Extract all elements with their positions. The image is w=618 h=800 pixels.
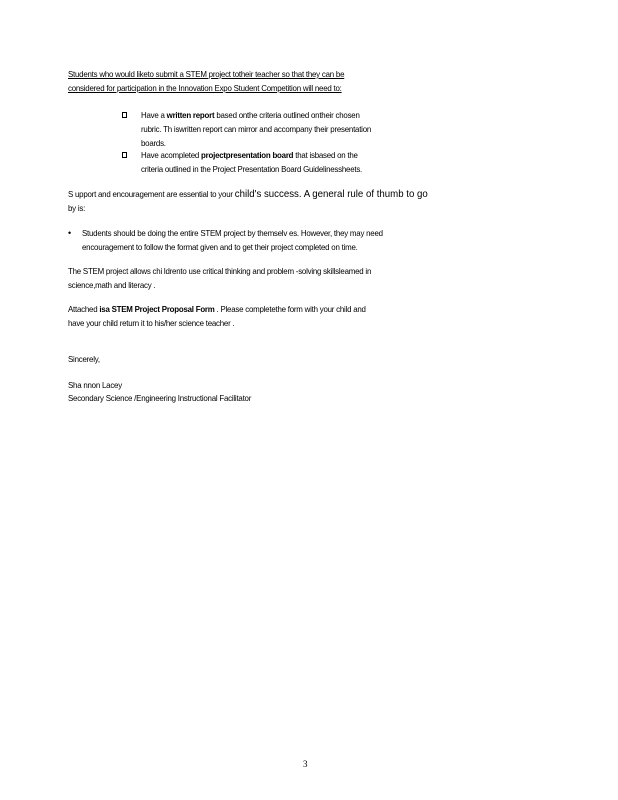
support-line-1 bbox=[68, 189, 428, 200]
requirement-1-line-1 bbox=[141, 110, 360, 121]
support-line-2: by is: bbox=[68, 203, 86, 213]
support-text: S upport and encouragement are essential to your bbox=[68, 189, 235, 199]
requirement-1-line-3: boards. bbox=[141, 138, 166, 148]
requirement-1-text: Have a bbox=[141, 110, 167, 120]
requirement-2-bold: projectpresentation board bbox=[201, 150, 294, 160]
signature-title: Secondary Science /Engineering Instructional Facilitator bbox=[68, 393, 252, 403]
attached-line-1 bbox=[68, 304, 366, 315]
students-line-1: Students should be doing the entire STEM project by themselv es. However, they may need bbox=[82, 228, 383, 238]
students-line-2: encouragement to follow the format given and to get their project completed on time. bbox=[82, 242, 358, 252]
stem-line-1: The STEM project allows chi ldrento use critical thinking and problem -solving skillsleamed in bbox=[68, 266, 372, 276]
square-bullet-icon bbox=[122, 112, 127, 118]
stem-line-2: science,math and literacy . bbox=[68, 280, 156, 290]
requirement-2-text: Have acompleted bbox=[141, 150, 202, 160]
attached-bold: isa STEM Project Proposal Form bbox=[99, 304, 215, 314]
intro-line-1: Students who would liketo submit a STEM project totheir teacher so that they can be bbox=[68, 69, 345, 79]
intro-line-2: considered for participation in the Innovation Expo Student Competition will need to: bbox=[68, 83, 342, 93]
requirement-2-line-2: criteria outlined in the Project Presentation Board Guidelinessheets. bbox=[141, 164, 363, 174]
support-large-text: child's success. A general rule of thumb to go bbox=[234, 188, 428, 200]
requirement-1-line-2: rubric. Th iswritten report can mirror and accompany their presentation bbox=[141, 124, 372, 134]
attached-text-post: . Please completethe form with your child and bbox=[214, 304, 366, 314]
closing: Sincerely, bbox=[68, 354, 100, 364]
attached-line-2: have your child return it to his/her science teacher . bbox=[68, 318, 235, 328]
square-bullet-icon bbox=[122, 152, 127, 158]
bullet-dot-icon: • bbox=[68, 228, 72, 238]
page-number: 3 bbox=[303, 759, 308, 769]
attached-text: Attached bbox=[68, 304, 100, 314]
requirement-1-text-post: based onthe criteria outlined ontheir chosen bbox=[214, 110, 360, 120]
signature-name: Sha nnon Lacey bbox=[68, 380, 122, 390]
requirement-1-bold: written report bbox=[166, 110, 215, 120]
requirement-2-text-post: that isbased on the bbox=[293, 150, 358, 160]
requirement-2-line-1 bbox=[141, 150, 358, 161]
